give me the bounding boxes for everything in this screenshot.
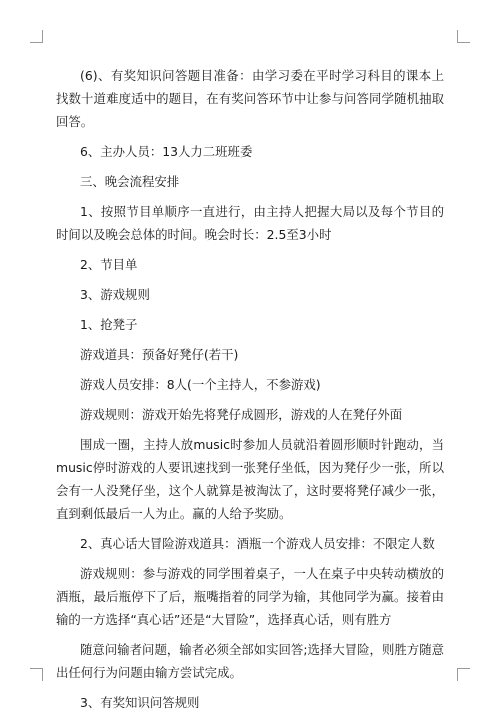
paragraph-program-order: 1、按照节目单顺序一直进行，由主持人把握大局以及每个节目的时间以及晚会总体的时间。晚会时长：2.5至3小时 bbox=[56, 204, 444, 242]
crop-mark-bottom-right bbox=[457, 668, 470, 681]
paragraph-chairs-players: 游戏人员安排：8人(一个主持人，不参游戏) bbox=[80, 377, 321, 392]
paragraph-chairs-rules: 游戏规则：游戏开始先将凳仔成圆形，游戏的人在凳仔外面 bbox=[80, 407, 403, 422]
paragraph-truth-or-dare-details: 随意问输者问题，输者必须全部如实回答;选择大冒险，则胜方随意出任何行为问题由输方尝试完成。 bbox=[56, 642, 444, 680]
paragraph-musical-chairs: 1、抢凳子 bbox=[80, 317, 138, 332]
crop-mark-bottom-left bbox=[30, 668, 43, 681]
paragraph-chairs-details: 围成一圈，主持人放music时参加人员就沿着圆形顺时针跑动，当music停时游戏的人要讯速找到一张凳仔坐低，因为凳仔少一张，所以会有一人没凳仔坐，这个人就算是被淘汰了，这时要将凳仔减少一张，直到剩低最后一人为止。赢的人给予奖励。 bbox=[56, 437, 444, 521]
paragraph-quiz-rules: 3、有奖知识问答规则 bbox=[80, 695, 200, 710]
crop-mark-top-right bbox=[457, 30, 470, 43]
paragraph-truth-or-dare: 2、真心话大冒险游戏道具：酒瓶一个游戏人员安排：不限定人数 bbox=[80, 536, 435, 551]
document-body bbox=[56, 64, 444, 714]
paragraph-truth-or-dare-rules: 游戏规则：参与游戏的同学围着桌子，一人在桌子中央转动横放的酒瓶，最后瓶停下了后，瓶嘴指着的同学为输，其他同学为赢。接着由输的一方选择“真心话”还是“大冒险”，选择真心话，则有胜方 bbox=[56, 566, 444, 627]
section-heading-flow: 三、晚会流程安排 bbox=[80, 174, 180, 189]
paragraph-organizers: 6、主办人员：13人力二班班委 bbox=[80, 144, 253, 159]
paragraph-program-list: 2、节目单 bbox=[80, 257, 138, 272]
paragraph-chairs-props: 游戏道具：预备好凳仔(若干) bbox=[80, 347, 239, 362]
paragraph-quiz-preparation: (6)、有奖知识问答题目准备：由学习委在平时学习科目的课本上找数十道难度适中的题目，在有奖问答环节中让参与问答同学随机抽取回答。 bbox=[56, 68, 444, 129]
crop-mark-top-left bbox=[30, 30, 43, 43]
paragraph-game-rules: 3、游戏规则 bbox=[80, 287, 150, 302]
